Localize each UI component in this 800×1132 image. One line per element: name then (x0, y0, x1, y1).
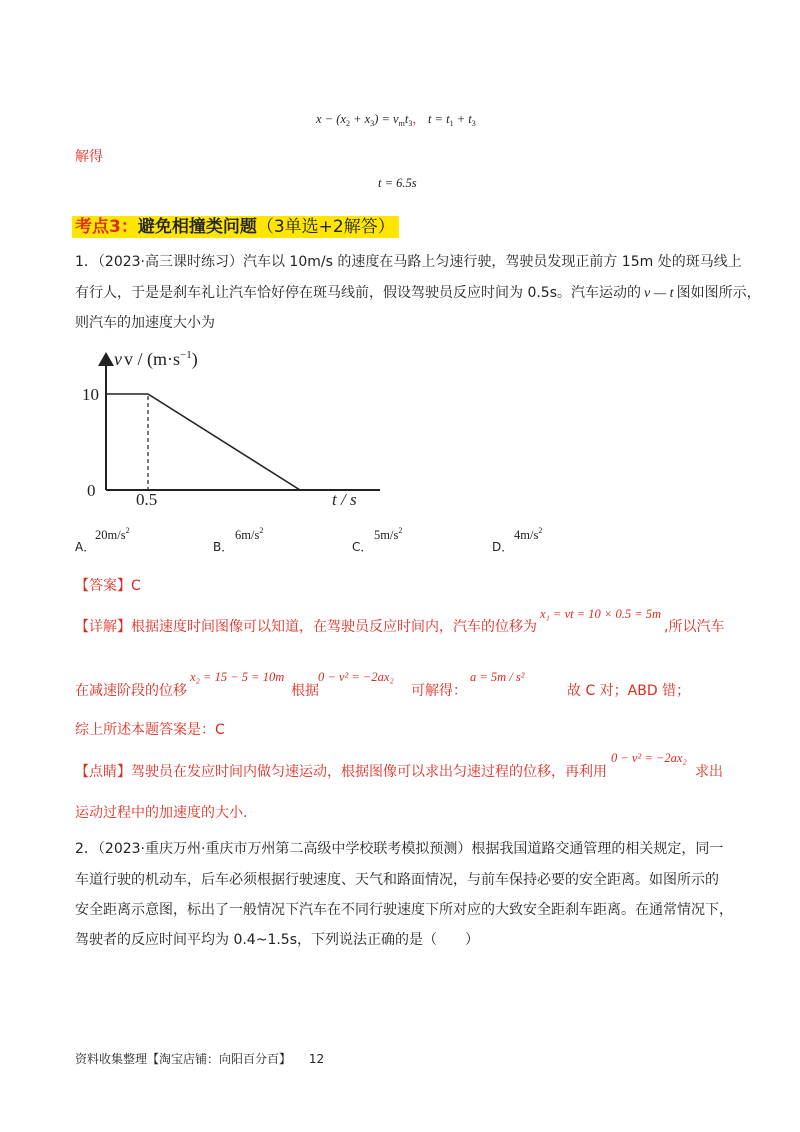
q2-line2: 车道行驶的机动车，后车必须根据行驶速度、天气和路面情况，与前车保持必要的安全距离。如图所示的 (75, 872, 719, 888)
y-axis-label: v $v / (m\cdot s^{-1})$ (114, 349, 198, 369)
option-letter: B． (213, 540, 234, 554)
detail-line1-end: ,所以汽车 (664, 619, 725, 635)
comment-text: 驾驶员在发应时间内做匀速运动，根据图像可以求出匀速过程的位移，再利用 (131, 764, 607, 780)
option-value: $5m/s^2$ (374, 526, 403, 542)
eq-sep: ， (412, 112, 425, 126)
eq-sub: 3 (408, 119, 413, 128)
answer: 【答案】C (75, 578, 141, 594)
deceleration-segment (148, 394, 300, 490)
detail-text: 根据速度时间图像可以知道，在驾驶员反应时间内，汽车的位移为 (131, 619, 537, 635)
q1-line2 (75, 283, 761, 304)
eq-part: x − (x (316, 112, 346, 126)
comment-formula: 0 − v² = −2ax₂ (611, 751, 687, 765)
comment-line1 (75, 762, 607, 782)
q1-line2-text-end: 图如图所示， (676, 285, 761, 301)
comment-line1-end: 求出 (695, 764, 723, 780)
solve-result: t = 6.5s (378, 176, 417, 190)
tick-0: 0 (87, 481, 96, 500)
q2-line3: 安全距离示意图，标出了一般情况下汽车在不同行驶速度下所对应的大致安全距刹车距离。在通常情况下， (75, 902, 733, 918)
eq-sub: 3 (471, 119, 476, 128)
vt-symbol: v — t (644, 286, 674, 301)
eq-part: t (404, 112, 409, 126)
formula-x2: x₂ = 15 − 5 = 10m (190, 670, 285, 684)
solve-label: 解得 (75, 149, 103, 165)
detail-tag: 【详解】 (75, 619, 131, 635)
page-footer (75, 1050, 324, 1067)
q1-options (75, 528, 715, 554)
eq-part: + x (349, 112, 371, 126)
option-letter: D． (492, 540, 514, 554)
section-title: 避免相撞类问题 (137, 217, 257, 237)
eq-part: t = t (427, 112, 450, 126)
eq-sub: m (398, 119, 405, 128)
vt-graph (70, 340, 380, 510)
formula-kinematic: 0 − v² = −2ax₂ (318, 670, 394, 684)
formula-a: a = 5m / s² (470, 670, 525, 684)
detail-line2-start: 在减速阶段的位移 (75, 683, 187, 699)
section-heading (72, 216, 399, 238)
equation-line (316, 109, 476, 128)
comment-tag: 【点睛】 (75, 764, 131, 780)
detail-solve: 可解得： (411, 683, 467, 699)
page-number: 12 (308, 1052, 325, 1066)
formula-x1: x₁ = vt = 10 × 0.5 = 5m (540, 607, 662, 621)
option-letter: C． (352, 540, 373, 554)
option-value: $6m/s^2$ (235, 526, 264, 542)
eq-sub: 1 (449, 119, 454, 128)
detail-summary: 综上所述本题答案是：C (75, 722, 225, 738)
eq-sub: 3 (370, 119, 375, 128)
q2-line1: 2．（2023·重庆万州·重庆市万州第二高级中学校联考模拟预测）根据我国道路交通管理的相关规定，同一 (75, 841, 724, 857)
q1-line3: 则汽车的加速度大小为 (75, 315, 215, 331)
x-axis-label: t / s (332, 490, 357, 509)
section-heading-highlight (72, 216, 399, 238)
q1-line2-text: 有行人，于是是刹车礼让汽车恰好停在斑马线前，假设驾驶员反应时间为 0.5s。汽车运动的 (75, 285, 642, 301)
comment-line2: 运动过程中的加速度的大小. (75, 805, 248, 821)
q2-line4: 驾驶者的反应时间平均为 0.4~1.5s，下列说法正确的是（ ） (75, 932, 480, 948)
option-value: $20m/s^2$ (95, 526, 130, 542)
eq-part: + t (453, 112, 472, 126)
detail-line1 (75, 617, 537, 637)
option-letter: A． (75, 540, 96, 554)
tick-10: 10 (82, 385, 99, 404)
option-value: $4m/s^2$ (514, 526, 543, 542)
footer-text: 资料收集整理【淘宝店铺：向阳百分百】 (75, 1052, 292, 1066)
eq-sub: 2 (345, 119, 350, 128)
detail-conclusion: 故 C 对；ABD 错； (567, 683, 691, 699)
section-count: （3单选+2解答） (256, 217, 395, 237)
q1-line1: 1．（2023·高三课时练习）汽车以 10m/s 的速度在马路上匀速行驶，驾驶员发现正前方 15m 处的斑马线上 (75, 254, 742, 270)
detail-genju: 根据 (291, 683, 319, 699)
tick-0-5: 0.5 (136, 490, 158, 509)
eq-part: ) = v (374, 112, 399, 126)
section-label: 考点3： (75, 217, 138, 237)
